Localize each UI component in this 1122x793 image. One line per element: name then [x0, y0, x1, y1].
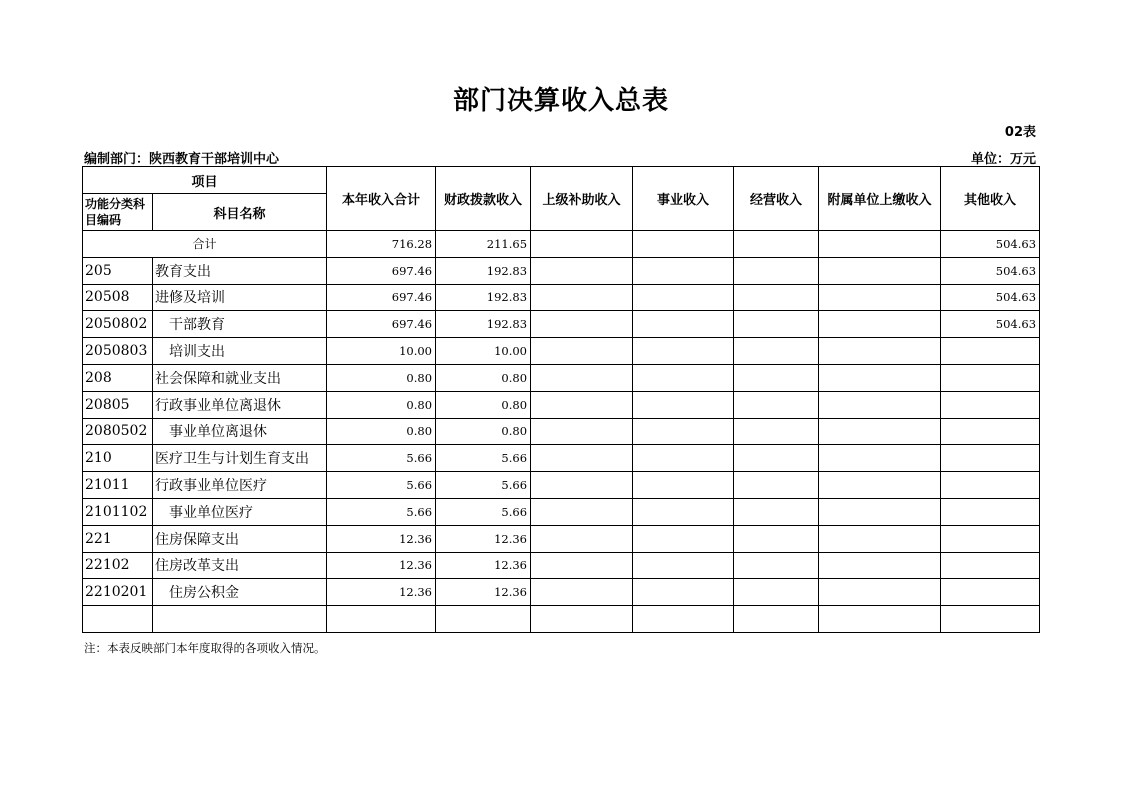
amount-cell [734, 311, 819, 338]
amount-cell: 192.83 [436, 257, 531, 284]
amount-cell: 10.00 [436, 338, 531, 365]
page-title: 部门决算收入总表 [452, 86, 669, 116]
subject-name-cell: 社会保障和就业支出 [153, 364, 327, 391]
amount-cell [941, 498, 1040, 525]
amount-cell: 12.36 [436, 579, 531, 606]
table-row [83, 579, 1040, 606]
amount-cell: 5.66 [436, 498, 531, 525]
amount-cell [531, 284, 633, 311]
amount-cell [633, 445, 734, 472]
total-cell: 716.28 [327, 231, 436, 258]
amount-cell [633, 472, 734, 499]
col-header: 其他收入 [941, 167, 1040, 231]
amount-cell [734, 498, 819, 525]
subject-name-cell: 事业单位离退休 [153, 418, 327, 445]
amount-cell [941, 364, 1040, 391]
table-row [83, 498, 1040, 525]
amount-cell [941, 552, 1040, 579]
func-code-cell: 22102 [83, 552, 153, 579]
subject-name-cell: 培训支出 [153, 338, 327, 365]
amount-cell: 5.66 [327, 472, 436, 499]
amount-cell: 697.46 [327, 257, 436, 284]
amount-cell: 5.66 [436, 472, 531, 499]
amount-cell [531, 418, 633, 445]
amount-cell [734, 418, 819, 445]
amount-cell [633, 257, 734, 284]
func-code-cell: 2050802 [83, 311, 153, 338]
total-cell: 211.65 [436, 231, 531, 258]
amount-cell [633, 391, 734, 418]
amount-cell: 12.36 [436, 525, 531, 552]
amount-cell [819, 257, 941, 284]
table-row [83, 472, 1040, 499]
func-code-cell: 20508 [83, 284, 153, 311]
subject-name-cell: 医疗卫生与计划生育支出 [153, 445, 327, 472]
col-header: 本年收入合计 [327, 167, 436, 231]
amount-cell [941, 391, 1040, 418]
amount-cell [734, 552, 819, 579]
func-code-cell: 21011 [83, 472, 153, 499]
col-header: 上级补助收入 [531, 167, 633, 231]
amount-cell [327, 606, 436, 633]
amount-cell [734, 284, 819, 311]
amount-cell [633, 552, 734, 579]
amount-cell [531, 525, 633, 552]
amount-cell [531, 472, 633, 499]
amount-cell: 12.36 [327, 552, 436, 579]
amount-cell [941, 472, 1040, 499]
amount-cell [531, 606, 633, 633]
amount-cell [819, 552, 941, 579]
amount-cell [436, 606, 531, 633]
func-code-cell: 210 [83, 445, 153, 472]
amount-cell [941, 338, 1040, 365]
func-code-header: 功能分类科目编码 [83, 194, 153, 231]
amount-cell: 504.63 [941, 257, 1040, 284]
amount-cell [941, 445, 1040, 472]
amount-cell: 192.83 [436, 311, 531, 338]
func-code-cell: 2050803 [83, 338, 153, 365]
footnote: 注：本表反映部门本年度取得的各项收入情况。 [84, 641, 326, 655]
amount-cell [819, 445, 941, 472]
amount-cell: 192.83 [436, 284, 531, 311]
func-code-cell: 221 [83, 525, 153, 552]
amount-cell: 5.66 [436, 445, 531, 472]
amount-cell [633, 525, 734, 552]
subject-name-cell: 事业单位医疗 [153, 498, 327, 525]
subject-name-cell: 住房保障支出 [153, 525, 327, 552]
project-header: 项目 [83, 167, 327, 194]
amount-cell [819, 284, 941, 311]
amount-cell [819, 472, 941, 499]
subject-name-cell: 行政事业单位医疗 [153, 472, 327, 499]
amount-cell: 10.00 [327, 338, 436, 365]
amount-cell: 0.80 [436, 391, 531, 418]
total-cell [734, 231, 819, 258]
amount-cell [734, 606, 819, 633]
amount-cell [531, 498, 633, 525]
func-code-cell: 2101102 [83, 498, 153, 525]
amount-cell: 697.46 [327, 311, 436, 338]
table-row [83, 284, 1040, 311]
total-row [83, 231, 1040, 258]
table-row [83, 338, 1040, 365]
amount-cell [819, 338, 941, 365]
amount-cell [734, 472, 819, 499]
total-cell [531, 231, 633, 258]
amount-cell [819, 418, 941, 445]
amount-cell: 504.63 [941, 311, 1040, 338]
subject-name-cell: 进修及培训 [153, 284, 327, 311]
amount-cell [531, 257, 633, 284]
func-code-cell: 20805 [83, 391, 153, 418]
amount-cell: 5.66 [327, 498, 436, 525]
amount-cell [633, 338, 734, 365]
amount-cell [941, 606, 1040, 633]
amount-cell [531, 311, 633, 338]
amount-cell [941, 418, 1040, 445]
amount-cell [941, 525, 1040, 552]
amount-cell [531, 579, 633, 606]
func-code-cell: 205 [83, 257, 153, 284]
amount-cell [734, 525, 819, 552]
amount-cell [819, 606, 941, 633]
amount-cell [819, 525, 941, 552]
table-row [83, 391, 1040, 418]
subject-name-cell: 干部教育 [153, 311, 327, 338]
col-header: 附属单位上缴收入 [819, 167, 941, 231]
table-row [83, 445, 1040, 472]
subject-name-cell: 教育支出 [153, 257, 327, 284]
amount-cell [531, 338, 633, 365]
amount-cell: 5.66 [327, 445, 436, 472]
amount-cell [734, 579, 819, 606]
subject-name-cell: 住房公积金 [153, 579, 327, 606]
table-row [83, 552, 1040, 579]
total-label: 合计 [83, 231, 327, 258]
func-code-cell: 2210201 [83, 579, 153, 606]
amount-cell: 697.46 [327, 284, 436, 311]
amount-cell [819, 579, 941, 606]
total-cell [633, 231, 734, 258]
department-label: 编制部门：陕西教育干部培训中心 [84, 152, 280, 167]
table-row [83, 418, 1040, 445]
amount-cell [819, 364, 941, 391]
table-row [83, 311, 1040, 338]
amount-cell: 0.80 [327, 418, 436, 445]
subject-name-cell: 住房改革支出 [153, 552, 327, 579]
subject-name-header: 科目名称 [153, 194, 327, 231]
amount-cell: 12.36 [327, 579, 436, 606]
amount-cell [633, 311, 734, 338]
amount-cell [633, 579, 734, 606]
amount-cell [941, 579, 1040, 606]
col-header: 经营收入 [734, 167, 819, 231]
amount-cell [633, 364, 734, 391]
func-code-cell: 2080502 [83, 418, 153, 445]
table-row [83, 606, 1040, 633]
amount-cell [819, 391, 941, 418]
total-cell [819, 231, 941, 258]
amount-cell [531, 445, 633, 472]
amount-cell: 0.80 [327, 391, 436, 418]
amount-cell: 0.80 [436, 418, 531, 445]
amount-cell [633, 284, 734, 311]
amount-cell [531, 391, 633, 418]
unit-label: 单位：万元 [970, 152, 1036, 167]
amount-cell: 12.36 [436, 552, 531, 579]
amount-cell [819, 311, 941, 338]
subject-name-cell [153, 606, 327, 633]
amount-cell [734, 364, 819, 391]
amount-cell: 504.63 [941, 284, 1040, 311]
table-number: 02表 [1004, 125, 1036, 140]
amount-cell [734, 257, 819, 284]
amount-cell [819, 498, 941, 525]
amount-cell [734, 391, 819, 418]
amount-cell [531, 364, 633, 391]
subject-name-cell: 行政事业单位离退休 [153, 391, 327, 418]
amount-cell [531, 552, 633, 579]
amount-cell [633, 498, 734, 525]
col-header: 财政拨款收入 [436, 167, 531, 231]
col-header: 事业收入 [633, 167, 734, 231]
amount-cell [633, 606, 734, 633]
amount-cell: 0.80 [436, 364, 531, 391]
amount-cell [633, 418, 734, 445]
table-row [83, 525, 1040, 552]
table-row [83, 364, 1040, 391]
amount-cell [734, 445, 819, 472]
total-cell: 504.63 [941, 231, 1040, 258]
func-code-cell [83, 606, 153, 633]
table-row [83, 257, 1040, 284]
income-summary-table [82, 166, 1040, 633]
amount-cell [734, 338, 819, 365]
amount-cell: 0.80 [327, 364, 436, 391]
func-code-cell: 208 [83, 364, 153, 391]
amount-cell: 12.36 [327, 525, 436, 552]
